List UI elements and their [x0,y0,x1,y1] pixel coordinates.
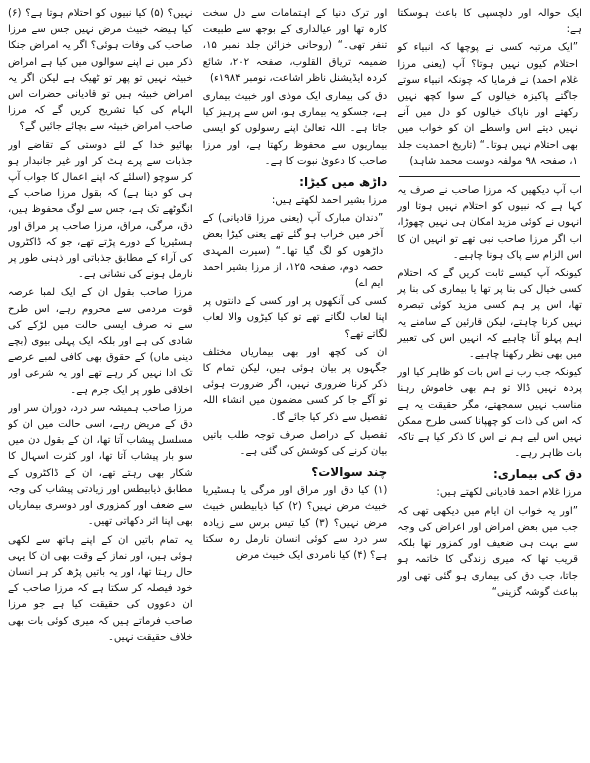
column-left [8,6,193,759]
paragraph: ان کی کچھ اور بھی بیماریاں مختلف جگہوں پر بیان ہوئی ہیں، لیکن تمام کا ذکر کرنا ضروری نہیں، اگر ضرورت ہوئی تو آگے جا کر کسی مضمون میں انشاء اللہ تفصیل سے ذکر کیا جائے گا۔ [202,346,388,423]
section-heading: دق کی بیماری: [492,467,582,482]
paragraph: (۱) کیا دق اور مراق اور مرگی یا ہسٹیریا خبیث مرض نہیں؟ (۲) کیا ذیابیطس خبیث مرض نہیں؟ (۳) کیا تیس برس سے زیادہ سر درد سے کوئی انسان نارمل رہ سکتا ہے؟ (۴) کیا نامردی ایک خبیث مرض [202,485,388,562]
section-heading: داڑھ میں کیڑا: [299,175,388,190]
section-divider [399,176,580,177]
paragraph: نہیں؟ (۵) کیا نبیوں کو احتلام ہوتا ہے؟ (۶) کیا ہیضہ خبیث مرض نہیں جس سے مرزا صاحب کی وفات ہوئی؟ اگر یہ امراض جنکا ذکر میں نے اپنے سوالوں میں کیا ہے امراض خبیثہ نہیں تو پھر تو ٹھیک ہے لیکن اگر یہ امراض خبیثہ ہیں تو قادیانی حضرات اس الہام کی کیا تشریح کریں گے کہ مرزا صاحب امراض خبیثہ سے بچائے جائیں گے؟ [7,8,193,133]
column-right [397,6,582,759]
quote-paragraph: ”ایک مرتبہ کسی نے پوچھا کہ انبیاء کو احتلام کیوں نہیں ہوتا؟ آپ (یعنی مرزا غلام احمد) نے فرمایا کہ چونکہ انبیاء سوتے جاگتے پاکیزہ خیالوں کے سوا کچھ نہیں رکھتے اور ناپاک خیالوں کو دل میں آنے نہیں دیتے اس واسطے ان کو خواب میں بھی احتلام نہیں ہوتا۔“ (تاریخ احمدیت جلد ۱، صفحہ ۹۸ مولفہ دوست محمد شاہد) [397,42,578,167]
paragraph: مرزا غلام احمد قادیانی لکھتے ہیں: [436,487,582,499]
paragraph: مرزا صاحب ہمیشہ سر درد، دوران سر اور دق کے مریض رہے، اسی حالت میں ان کو مسلسل پیشاب آتا تھا، ان کے بقول دن میں سو بار پیشاب آتا تھا، اور کثرت اسہال کا شکار بھی رہتے تھے، ان کے ڈاکٹروں کے مطابق ذیابیطس اور زیادتی پیشاب کی وجہ سے ضعف اور کمزوری اور دوسری بیماریاں بھی اپنا اثر دکھاتی تھیں۔ [7,402,193,528]
paragraph: تفصیل کے دراصل صرف توجہ طلب باتیں بیان کرنے کی کوشش کی گئی ہے۔ [202,429,388,458]
paragraph: اب آپ دیکھیں کہ مرزا صاحب نے صرف یہ کہا ہے کہ نبیوں کو احتلام نہیں ہوتا اور انہوں نے کوئی مزید امکان ہی نہیں چھوڑا، اب اگر مرزا صاحب نبی تھے تو انہیں ان کا اس الزام سے پاک ہونا چاہیے۔ [397,185,582,261]
column-middle [203,6,388,759]
paragraph: مرزا صاحب بقول ان کے ایک لمبا عرصہ قوت مردمی سے محروم رہے، اس طرح سے نہ صرف ایسی حالت میں لڑکے کی شادی کی ہے اور بلکہ ایک پہلی بیوی (بچے دینی ماں) کے حقوق بھی کافی لمبے عرصے تک ادا نہیں کر رہے تھے اور یہ شرعی اور اخلاقی طور پر ایک جرم ہے۔ [7,287,193,396]
paragraph: دق کی بیماری ایک موذی اور خبیث بیماری ہے، جسکو یہ بیماری ہو، اس سے پرہیز کیا جاتا ہے۔ اللہ تعالیٰ اپنے رسولوں کو ایسی بیماریوں سے محفوظ رکھتا ہے، اور مرزا صاحب کا دعویٰ نبوت کا ہے۔ [202,91,388,167]
paragraph: ایک حوالہ اور دلچسپی کا باعث ہوسکتا ہے: [397,8,582,36]
quote-paragraph: ”اور یہ خواب ان ایام میں دیکھی تھی کہ جب میں بعض امراض اور اعراض کی وجہ سے بہت ہی ضعیف اور کمزور تھا بلکہ قریب تھا کہ میری زندگی کا خاتمہ ہو جاتا، جب دق کی بیماری ہو گئی تھی اور بباعث گوشہ گزینی“ [397,505,578,598]
section-heading: چند سوالات؟ [311,465,388,480]
paragraph: کیونکہ جب رب نے اس بات کو ظاہر کیا اور پردہ نہیں ڈالا تو ہم بھی خاموش رہنا مناسب نہیں سمجھتے، مگر حقیقت یہ ہے کہ اس کی ذات کو چھپانا کسی طرح ممکن نہیں اس لیے ہم نے اس کا ذکر کیا ہے تاکہ بات ظاہر رہے۔ [397,367,582,460]
paragraph: کیونکہ آپ کیسے ثابت کریں گے کہ احتلام کسی خیال کی بنا پر تھا یا بیماری کی بنا پر تھا، اس پر ہم کسی مزید کوئی تبصرہ نہیں کرنا چاہتے، لیکن قارئین کے سامنے یہ اہم پہلو آنا چاہیے کہ انہیں اس کی تعبیر میں بھی نظر رکھنا چاہیے۔ [397,268,582,361]
paragraph: یہ تمام باتیں ان کے اپنے ہاتھ سے لکھی ہوئی ہیں، اور نماز کے وقت بھی ان کا یہی حال رہتا تھا، اور یہ باتیں پڑھ کر ہر انسان خود فیصلہ کر سکتا ہے کہ مرزا صاحب کے ان دعووں کی حقیقت کیا ہے جو مرزا صاحب فرماتے ہیں کہ میری کوئی بات بھی خلاف حقیقت نہیں۔ [7,534,193,643]
paragraph: کسی کی آنکھوں پر اور کسی کے دانتوں پر اپنا لعاب لگاتے تھے تو کیا کیڑوں والا لعاب لگاتے تھے؟ [202,296,388,340]
paragraph: اور ترک دنیا کے اہتمامات سے دل سخت کارہ تھا اور عیالداری کے بوجھ سے طبیعت تنفر تھی۔“ (روحانی خزائن جلد نمبر ۱۵، ضمیمہ تریاق القلوب، صفحہ ۲۰۲، شائع کردہ ایڈیشنل ناظر اشاعت، نومبر ۱۹۸۴ء) [202,8,388,84]
paragraph: مرزا بشیر احمد لکھتے ہیں: [271,195,388,207]
quote-paragraph: ”دندان مبارک آپ (یعنی مرزا قادیانی) کے آخر میں خراب ہو گئے تھے یعنی کیڑا بعض داڑھوں کو لگ گیا تھا۔“ (سیرت المہدی حصہ دوم، صفحہ ۱۲۵، از مرزا بشیر احمد ایم اے) [202,213,384,290]
paragraph: بھائیو خدا کے لئے دوستی کے تقاضے اور جذبات سے پرے ہٹ کر اور غیر جانبدار ہو کر سوچو (اسلئے کہ اپنے اعمال کا جواب آپ ہی کو دینا ہے) کہ بقول مرزا صاحب کے انگوٹھے تک ہے، جس سے لوگ محفوظ ہیں، دق، مرگی، مراق، مرزا صاحب پر مراق اور ہسٹیریا کے دورے پڑتے تھے، جو کہ ڈاکٹروں کی آراء کے مطابق جذباتی اور ذہنی طور پر نارمل ہونے کی نشانی ہے۔ [7,139,193,281]
